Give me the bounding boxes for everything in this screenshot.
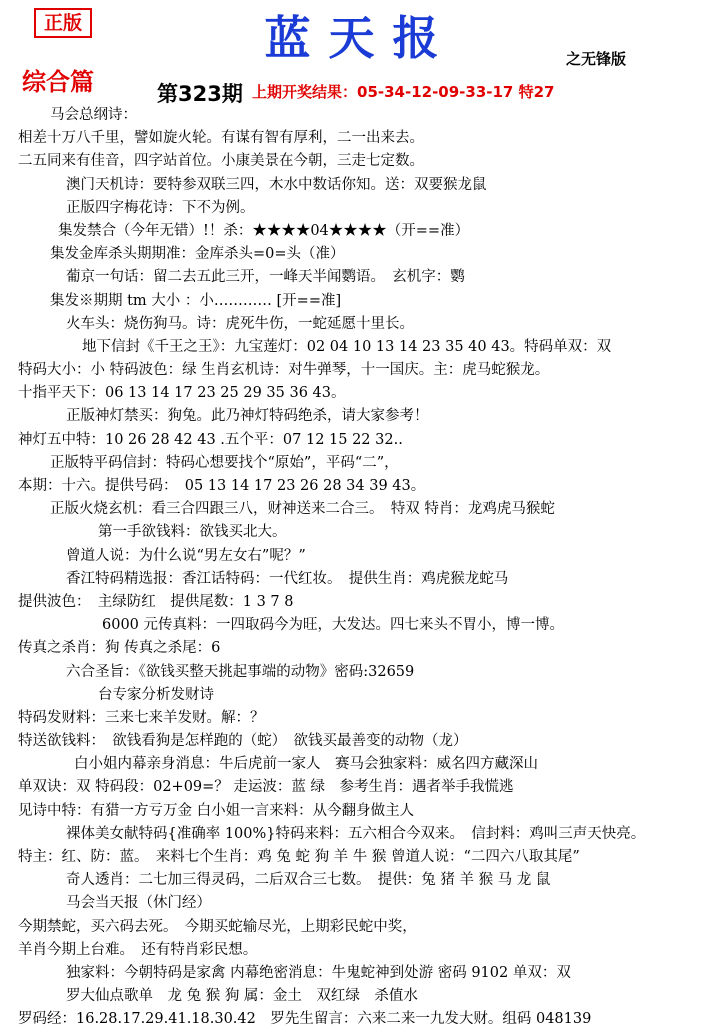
text-line: 葡京一句话：留二去五此三开，一峰天半闻鹦语。 玄机字：鹦: [66, 269, 465, 286]
text-line: 奇人透肖：二七加三得灵码，二后双合三七数。 提供：兔 猪 羊 猴 马 龙 鼠: [66, 872, 551, 889]
text-line: 6000 元传真料：一四取码今为旺，大发达。四七来头不胃小，博一博。: [102, 617, 565, 634]
text-line: 单双诀：双 特码段：02+09=？ 走运波：蓝 绿 参考生肖：遇者举手我慌逃: [18, 779, 514, 796]
text-line: 特码大小：小 特码波色：绿 生肖玄机诗：对牛弹琴，十一国庆。主：虎马蛇猴龙。: [18, 362, 550, 379]
last-result: 上期开奖结果：05-34-12-09-33-17 特27: [252, 83, 555, 101]
text-line: 集发※期期 tm 大小 ：小………… [开==准]: [50, 292, 342, 309]
text-line: 裸体美女献特码{准确率 100%}特码来料：五六相合今双来。 信封料：鸡叫三声天快亮。: [66, 825, 646, 842]
text-line: 马会总纲诗：: [50, 107, 137, 123]
text-line: 罗码经：16.28.17.29.41.18.30.42 罗先生留言：六来二来一九发大财。组码 048139: [18, 1011, 592, 1028]
edition-badge: 正版: [34, 8, 92, 38]
text-line: 独家料：今朝特码是家禽 内幕绝密消息：牛鬼蛇神到处游 密码 9102 单双：双: [66, 964, 571, 981]
text-line: 台专家分析发财诗: [98, 686, 214, 703]
text-line: 集发禁合（今年无错）!！杀：★★★★04★★★★（开==准）: [58, 222, 470, 239]
text-line: 二五同来有佳音，四字站首位。小康美景在今朝，三走七定数。: [18, 153, 424, 170]
text-line: 传真之杀肖：狗 传真之杀尾：6: [18, 640, 221, 657]
text-line: 提供波色： 主绿防红 提供尾数：1 3 7 8: [18, 593, 294, 610]
text-line: 特主：红、防：蓝。 来料七个生肖：鸡 兔 蛇 狗 羊 牛 猴 曾道人说：“二四六八取其尾”: [18, 849, 580, 865]
section-heading: 综合篇: [22, 67, 94, 96]
text-line: 火车头：烧伤狗马。诗：虎死牛伤，一蛇延愿十里长。: [66, 315, 414, 332]
text-line: 正版火烧玄机：看三合四跟三八，财神送来二合三。 特双 特肖：龙鸡虎马猴蛇: [50, 501, 555, 518]
text-line: 澳门天机诗：要特参双联三四，木水中数话你知。送：双要猴龙鼠: [66, 176, 487, 193]
text-line: 特码发财料：三来七来羊发财。解：？: [18, 709, 265, 726]
text-line: 正版特平码信封：特码心想要找个“原始”，平码“二”，: [50, 454, 399, 471]
text-line: 白小姐内幕亲身消息：牛后虎前一家人 赛马会独家料：威名四方藏深山: [74, 756, 538, 773]
text-line: 神灯五中特：10 26 28 42 43 .五个平：07 12 15 22 32..: [18, 431, 403, 448]
text-line: 羊肖今期上台难。 还有特肖彩民想。: [18, 941, 258, 958]
text-line: 相差十万八千里，譬如旋火轮。有谋有智有厚利，二一出来去。: [18, 130, 424, 147]
issue-number: 第323期: [157, 82, 243, 106]
edition-label: 之无锋版: [566, 50, 627, 68]
text-line: 今期禁蛇，买六码去死。 今期买蛇输尽光，上期彩民蛇中奖，: [18, 918, 417, 935]
text-line: 十指平天下：06 13 14 17 23 25 29 35 36 43。: [18, 385, 346, 402]
text-line: 正版神灯禁买：狗兔。此乃神灯特码绝杀，请大家参考！: [66, 408, 429, 425]
text-line: 集发金库杀头期期准：金库杀头=0=头（准）: [50, 246, 345, 263]
text-line: 曾道人说：为什么说“男左女右”呢？”: [66, 547, 306, 564]
text-line: 特送欲钱料： 欲钱看狗是怎样跑的（蛇） 欲钱买最善变的动物（龙）: [18, 733, 468, 750]
text-line: 香江特码精选报：香江话特码：一代红妆。 提供生肖：鸡虎猴龙蛇马: [66, 570, 509, 587]
text-line: 地下信封《千王之王》：九宝莲灯：02 04 10 13 14 23 35 40 43。特码单双：双: [82, 338, 612, 355]
text-line: 见诗中特：有猎一方亏万金 白小姐一言来料：从今翻身做主人: [18, 802, 415, 819]
text-line: 罗大仙点歌单 龙 兔 猴 狗 属：金土 双红绿 杀值水: [66, 988, 418, 1005]
text-line: 第一手欲钱料：欲钱买北大。: [98, 524, 287, 541]
newspaper-title: 蓝天报: [264, 11, 457, 65]
text-line: 正版四字梅花诗：下不为例。: [66, 199, 255, 216]
text-line: 马会当天报（休门经）: [66, 895, 211, 912]
text-line: 六合圣旨：《欲钱买整天挑起事端的动物》密码:32659: [66, 663, 415, 680]
body-text: [18, 104, 713, 1032]
text-line: 本期：十六。提供号码： 05 13 14 17 23 26 28 34 39 43。: [18, 478, 426, 494]
